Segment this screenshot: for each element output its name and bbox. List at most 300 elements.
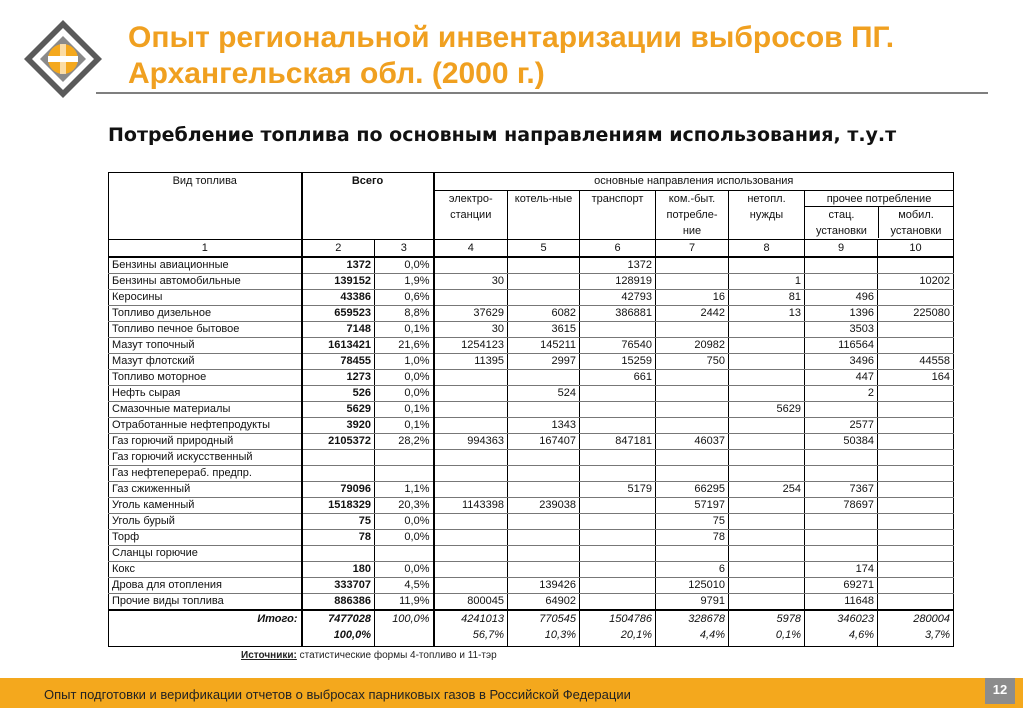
- value-cell: 5179: [580, 482, 656, 498]
- header-mobile: мобил. установки: [890, 209, 942, 237]
- value-cell: 1,0%: [375, 354, 434, 370]
- value-cell: [656, 322, 729, 338]
- value-cell: 2577: [805, 418, 878, 434]
- value-cell: [878, 514, 954, 530]
- value-cell: [434, 257, 508, 274]
- total-value: 4241013: [461, 613, 504, 625]
- value-cell: 78: [656, 530, 729, 546]
- value-cell: [580, 386, 656, 402]
- total-value-cell: [878, 610, 954, 646]
- value-cell: [729, 466, 805, 482]
- value-cell: 386881: [580, 306, 656, 322]
- value-cell: [434, 402, 508, 418]
- value-cell: [729, 498, 805, 514]
- value-cell: [878, 594, 954, 611]
- value-cell: [580, 402, 656, 418]
- value-cell: [508, 402, 580, 418]
- column-number: 8: [729, 240, 805, 258]
- value-cell: [729, 386, 805, 402]
- value-cell: [729, 418, 805, 434]
- value-cell: 37629: [434, 306, 508, 322]
- value-cell: [729, 354, 805, 370]
- table-row: [109, 546, 954, 562]
- value-cell: [878, 418, 954, 434]
- table-row: [109, 466, 954, 482]
- value-cell: 3615: [508, 322, 580, 338]
- value-cell: 15259: [580, 354, 656, 370]
- value-cell: 0,1%: [375, 418, 434, 434]
- total-share: 56,7%: [472, 629, 504, 641]
- fuel-name-cell: Газ сжиженный: [109, 482, 302, 498]
- value-cell: 78: [302, 530, 375, 546]
- column-number: 9: [805, 240, 878, 258]
- value-cell: [656, 450, 729, 466]
- value-cell: 1273: [302, 370, 375, 386]
- column-number: 1: [109, 240, 302, 258]
- total-share: 10,3%: [544, 629, 576, 641]
- fuel-name-cell: Отработанные нефтепродукты: [109, 418, 302, 434]
- table-row: [109, 498, 954, 514]
- title-divider: [96, 92, 988, 94]
- value-cell: [878, 386, 954, 402]
- value-cell: [729, 322, 805, 338]
- header-fuel-type: Вид топлива: [109, 173, 302, 240]
- value-cell: [729, 450, 805, 466]
- totals-label: Итого:: [109, 610, 302, 646]
- value-cell: 6082: [508, 306, 580, 322]
- fuel-name-cell: Дрова для отопления: [109, 578, 302, 594]
- value-cell: 128919: [580, 274, 656, 290]
- value-cell: [656, 386, 729, 402]
- value-cell: [434, 578, 508, 594]
- value-cell: 5629: [302, 402, 375, 418]
- value-cell: [729, 370, 805, 386]
- value-cell: [729, 562, 805, 578]
- value-cell: 44558: [878, 354, 954, 370]
- fuel-name-cell: Сланцы горючие: [109, 546, 302, 562]
- value-cell: [878, 434, 954, 450]
- source-note: [241, 650, 497, 661]
- column-number: 7: [656, 240, 729, 258]
- value-cell: 6: [656, 562, 729, 578]
- total-value-cell: [729, 610, 805, 646]
- total-value: 5978: [776, 613, 801, 625]
- value-cell: [878, 530, 954, 546]
- total-value: 770545: [539, 613, 576, 625]
- fuel-name-cell: Газ горючий природный: [109, 434, 302, 450]
- value-cell: 145211: [508, 338, 580, 354]
- value-cell: [508, 546, 580, 562]
- table-row: [109, 450, 954, 466]
- value-cell: 524: [508, 386, 580, 402]
- value-cell: 20982: [656, 338, 729, 354]
- table-row: [109, 402, 954, 418]
- fuel-name-cell: Мазут топочный: [109, 338, 302, 354]
- value-cell: 10202: [878, 274, 954, 290]
- value-cell: 0,6%: [375, 290, 434, 306]
- fuel-name-cell: Топливо дизельное: [109, 306, 302, 322]
- total-value-cell: [508, 610, 580, 646]
- value-cell: [434, 290, 508, 306]
- table-row: [109, 274, 954, 290]
- value-cell: 0,0%: [375, 386, 434, 402]
- value-cell: 75: [656, 514, 729, 530]
- value-cell: [656, 466, 729, 482]
- value-cell: 174: [805, 562, 878, 578]
- value-cell: 750: [656, 354, 729, 370]
- value-cell: [375, 466, 434, 482]
- fuel-name-cell: Газ горючий искусственный: [109, 450, 302, 466]
- fuel-name-cell: Уголь бурый: [109, 514, 302, 530]
- value-cell: 69271: [805, 578, 878, 594]
- table-row: [109, 434, 954, 450]
- header-main-directions: основные направления использования: [434, 173, 954, 191]
- value-cell: 76540: [580, 338, 656, 354]
- total-value-cell: [375, 610, 434, 646]
- value-cell: 1372: [580, 257, 656, 274]
- header-electro: электро-станции: [434, 191, 508, 240]
- value-cell: 8,8%: [375, 306, 434, 322]
- value-cell: [302, 466, 375, 482]
- header-other: прочее потребление стац. установки мобил. установки: [805, 191, 954, 240]
- total-value-cell: [580, 610, 656, 646]
- value-cell: [375, 546, 434, 562]
- table-row: [109, 562, 954, 578]
- value-cell: [508, 514, 580, 530]
- value-cell: 11,9%: [375, 594, 434, 611]
- value-cell: 21,6%: [375, 338, 434, 354]
- value-cell: [434, 546, 508, 562]
- total-value-cell: [656, 610, 729, 646]
- value-cell: 254: [729, 482, 805, 498]
- value-cell: [805, 274, 878, 290]
- total-value-cell: [302, 610, 375, 646]
- value-cell: [375, 450, 434, 466]
- value-cell: [434, 482, 508, 498]
- value-cell: 164: [878, 370, 954, 386]
- value-cell: 30: [434, 274, 508, 290]
- value-cell: 526: [302, 386, 375, 402]
- value-cell: 139426: [508, 578, 580, 594]
- value-cell: 447: [805, 370, 878, 386]
- value-cell: [580, 418, 656, 434]
- column-number: 5: [508, 240, 580, 258]
- value-cell: 4,5%: [375, 578, 434, 594]
- value-cell: 116564: [805, 338, 878, 354]
- table-row: [109, 578, 954, 594]
- value-cell: 30: [434, 322, 508, 338]
- value-cell: 11395: [434, 354, 508, 370]
- total-share: 4,4%: [699, 629, 725, 641]
- value-cell: 3496: [805, 354, 878, 370]
- value-cell: [878, 498, 954, 514]
- value-cell: [878, 257, 954, 274]
- table-subtitle: Потребление топлива по основным направлениям использования, т.у.т: [108, 124, 897, 146]
- value-cell: [878, 338, 954, 354]
- value-cell: [656, 546, 729, 562]
- header-communal: ком.-быт. потребле-ние: [656, 191, 729, 240]
- table-row: [109, 370, 954, 386]
- value-cell: [580, 498, 656, 514]
- value-cell: 1254123: [434, 338, 508, 354]
- header-boiler: котель-ные: [508, 191, 580, 240]
- value-cell: [729, 578, 805, 594]
- total-value: 100,0%: [392, 613, 430, 625]
- value-cell: [508, 450, 580, 466]
- value-cell: 0,1%: [375, 322, 434, 338]
- value-cell: 7367: [805, 482, 878, 498]
- header-total: Всего: [302, 173, 434, 240]
- logo-icon: [22, 18, 104, 100]
- value-cell: 0,0%: [375, 370, 434, 386]
- total-share: 4,6%: [848, 629, 874, 641]
- value-cell: [729, 338, 805, 354]
- fuel-name-cell: Торф: [109, 530, 302, 546]
- table-row: [109, 354, 954, 370]
- total-value: 328678: [688, 613, 725, 625]
- table-row: [109, 322, 954, 338]
- fuel-name-cell: Газ нефтеперераб. предпр.: [109, 466, 302, 482]
- value-cell: 994363: [434, 434, 508, 450]
- value-cell: [434, 418, 508, 434]
- fuel-name-cell: Прочие виды топлива: [109, 594, 302, 611]
- value-cell: 0,0%: [375, 562, 434, 578]
- value-cell: [729, 514, 805, 530]
- value-cell: [434, 370, 508, 386]
- value-cell: [580, 450, 656, 466]
- total-value: 7477028: [328, 613, 371, 625]
- value-cell: [434, 514, 508, 530]
- fuel-name-cell: Уголь каменный: [109, 498, 302, 514]
- value-cell: 239038: [508, 498, 580, 514]
- fuel-name-cell: Смазочные материалы: [109, 402, 302, 418]
- value-cell: [580, 578, 656, 594]
- header-transport: транспорт: [580, 191, 656, 240]
- value-cell: [580, 594, 656, 611]
- value-cell: 1: [729, 274, 805, 290]
- table-row: [109, 482, 954, 498]
- value-cell: [878, 450, 954, 466]
- fuel-name-cell: Топливо моторное: [109, 370, 302, 386]
- value-cell: [434, 562, 508, 578]
- value-cell: 167407: [508, 434, 580, 450]
- value-cell: 847181: [580, 434, 656, 450]
- value-cell: [508, 530, 580, 546]
- value-cell: [805, 466, 878, 482]
- value-cell: 125010: [656, 578, 729, 594]
- value-cell: [508, 290, 580, 306]
- value-cell: [729, 530, 805, 546]
- column-number: 2: [302, 240, 375, 258]
- value-cell: 496: [805, 290, 878, 306]
- value-cell: 3503: [805, 322, 878, 338]
- value-cell: [508, 482, 580, 498]
- value-cell: [434, 466, 508, 482]
- total-value: 1504786: [609, 613, 652, 625]
- value-cell: [302, 546, 375, 562]
- value-cell: [805, 514, 878, 530]
- value-cell: 1396: [805, 306, 878, 322]
- header-non-fuel: нетопл. нужды: [729, 191, 805, 240]
- title-line-2: Архангельская обл. (2000 г.): [128, 57, 545, 90]
- value-cell: [878, 546, 954, 562]
- value-cell: [805, 546, 878, 562]
- totals-row: [109, 610, 954, 646]
- value-cell: 79096: [302, 482, 375, 498]
- value-cell: 16: [656, 290, 729, 306]
- value-cell: 1518329: [302, 498, 375, 514]
- value-cell: 333707: [302, 578, 375, 594]
- fuel-name-cell: Бензины авиационные: [109, 257, 302, 274]
- table-row: [109, 514, 954, 530]
- value-cell: 2997: [508, 354, 580, 370]
- value-cell: 66295: [656, 482, 729, 498]
- value-cell: 50384: [805, 434, 878, 450]
- footer-text: Опыт подготовки и верификации отчетов о выбросах парниковых газов в Российской Федерации: [44, 687, 631, 702]
- value-cell: 57197: [656, 498, 729, 514]
- value-cell: 1343: [508, 418, 580, 434]
- total-share: 20,1%: [620, 629, 652, 641]
- value-cell: [580, 546, 656, 562]
- value-cell: [580, 466, 656, 482]
- fuel-name-cell: Мазут флотский: [109, 354, 302, 370]
- source-text: статистические формы 4-топливо и 11-тэр: [296, 650, 497, 661]
- title-line-1: Опыт региональной инвентаризации выбросов ПГ.: [128, 21, 895, 54]
- value-cell: [729, 257, 805, 274]
- value-cell: 1613421: [302, 338, 375, 354]
- column-number-row: [109, 240, 954, 258]
- total-share: 3,7%: [924, 629, 951, 641]
- value-cell: 20,3%: [375, 498, 434, 514]
- value-cell: [878, 402, 954, 418]
- value-cell: [878, 562, 954, 578]
- value-cell: [580, 514, 656, 530]
- value-cell: [878, 482, 954, 498]
- column-number: 10: [878, 240, 954, 258]
- table-row: [109, 386, 954, 402]
- table-body: [109, 257, 954, 610]
- value-cell: 0,1%: [375, 402, 434, 418]
- value-cell: 0,0%: [375, 530, 434, 546]
- value-cell: 2442: [656, 306, 729, 322]
- value-cell: 139152: [302, 274, 375, 290]
- value-cell: 1,9%: [375, 274, 434, 290]
- value-cell: 11648: [805, 594, 878, 611]
- table-row: [109, 338, 954, 354]
- total-share: 100,0%: [333, 629, 371, 641]
- value-cell: [434, 386, 508, 402]
- value-cell: 5629: [729, 402, 805, 418]
- total-value-cell: [805, 610, 878, 646]
- value-cell: 43386: [302, 290, 375, 306]
- value-cell: 42793: [580, 290, 656, 306]
- value-cell: [729, 434, 805, 450]
- fuel-name-cell: Нефть сырая: [109, 386, 302, 402]
- value-cell: 1,1%: [375, 482, 434, 498]
- value-cell: 9791: [656, 594, 729, 611]
- value-cell: [302, 450, 375, 466]
- value-cell: [878, 322, 954, 338]
- table-row: [109, 530, 954, 546]
- value-cell: 28,2%: [375, 434, 434, 450]
- value-cell: [580, 562, 656, 578]
- fuel-name-cell: Керосины: [109, 290, 302, 306]
- total-value: 346023: [837, 613, 874, 625]
- table-row: [109, 257, 954, 274]
- source-label: Источники:: [241, 650, 297, 661]
- value-cell: 78455: [302, 354, 375, 370]
- value-cell: [729, 546, 805, 562]
- column-number: 4: [434, 240, 508, 258]
- value-cell: 2105372: [302, 434, 375, 450]
- fuel-consumption-table: [108, 172, 953, 647]
- fuel-name-cell: Кокс: [109, 562, 302, 578]
- table-row: [109, 418, 954, 434]
- total-share: 0,1%: [775, 629, 801, 641]
- value-cell: [434, 450, 508, 466]
- page-number: 12: [985, 678, 1015, 704]
- value-cell: 75: [302, 514, 375, 530]
- value-cell: 1372: [302, 257, 375, 274]
- page-title: [128, 20, 988, 92]
- value-cell: 13: [729, 306, 805, 322]
- value-cell: [878, 466, 954, 482]
- value-cell: [656, 274, 729, 290]
- value-cell: 1143398: [434, 498, 508, 514]
- value-cell: 800045: [434, 594, 508, 611]
- value-cell: 81: [729, 290, 805, 306]
- value-cell: [805, 257, 878, 274]
- value-cell: [878, 578, 954, 594]
- value-cell: 46037: [656, 434, 729, 450]
- footer-bar: [0, 678, 1023, 708]
- value-cell: [508, 370, 580, 386]
- value-cell: 78697: [805, 498, 878, 514]
- value-cell: 64902: [508, 594, 580, 611]
- value-cell: 180: [302, 562, 375, 578]
- value-cell: [878, 290, 954, 306]
- table-row: [109, 594, 954, 611]
- value-cell: [580, 322, 656, 338]
- value-cell: [508, 257, 580, 274]
- total-value-cell: [434, 610, 508, 646]
- table-row: [109, 290, 954, 306]
- value-cell: 886386: [302, 594, 375, 611]
- value-cell: [805, 402, 878, 418]
- value-cell: [580, 530, 656, 546]
- table-row: [109, 306, 954, 322]
- value-cell: [656, 370, 729, 386]
- value-cell: [729, 594, 805, 611]
- value-cell: [656, 418, 729, 434]
- value-cell: [805, 530, 878, 546]
- value-cell: 0,0%: [375, 257, 434, 274]
- fuel-name-cell: Бензины автомобильные: [109, 274, 302, 290]
- value-cell: [508, 274, 580, 290]
- value-cell: 0,0%: [375, 514, 434, 530]
- column-number: 3: [375, 240, 434, 258]
- value-cell: 661: [580, 370, 656, 386]
- value-cell: 659523: [302, 306, 375, 322]
- value-cell: 7148: [302, 322, 375, 338]
- value-cell: 3920: [302, 418, 375, 434]
- header-stationary: стац. установки: [805, 207, 879, 238]
- value-cell: [508, 562, 580, 578]
- value-cell: [434, 530, 508, 546]
- value-cell: 2: [805, 386, 878, 402]
- total-value: 280004: [913, 613, 951, 625]
- value-cell: [656, 257, 729, 274]
